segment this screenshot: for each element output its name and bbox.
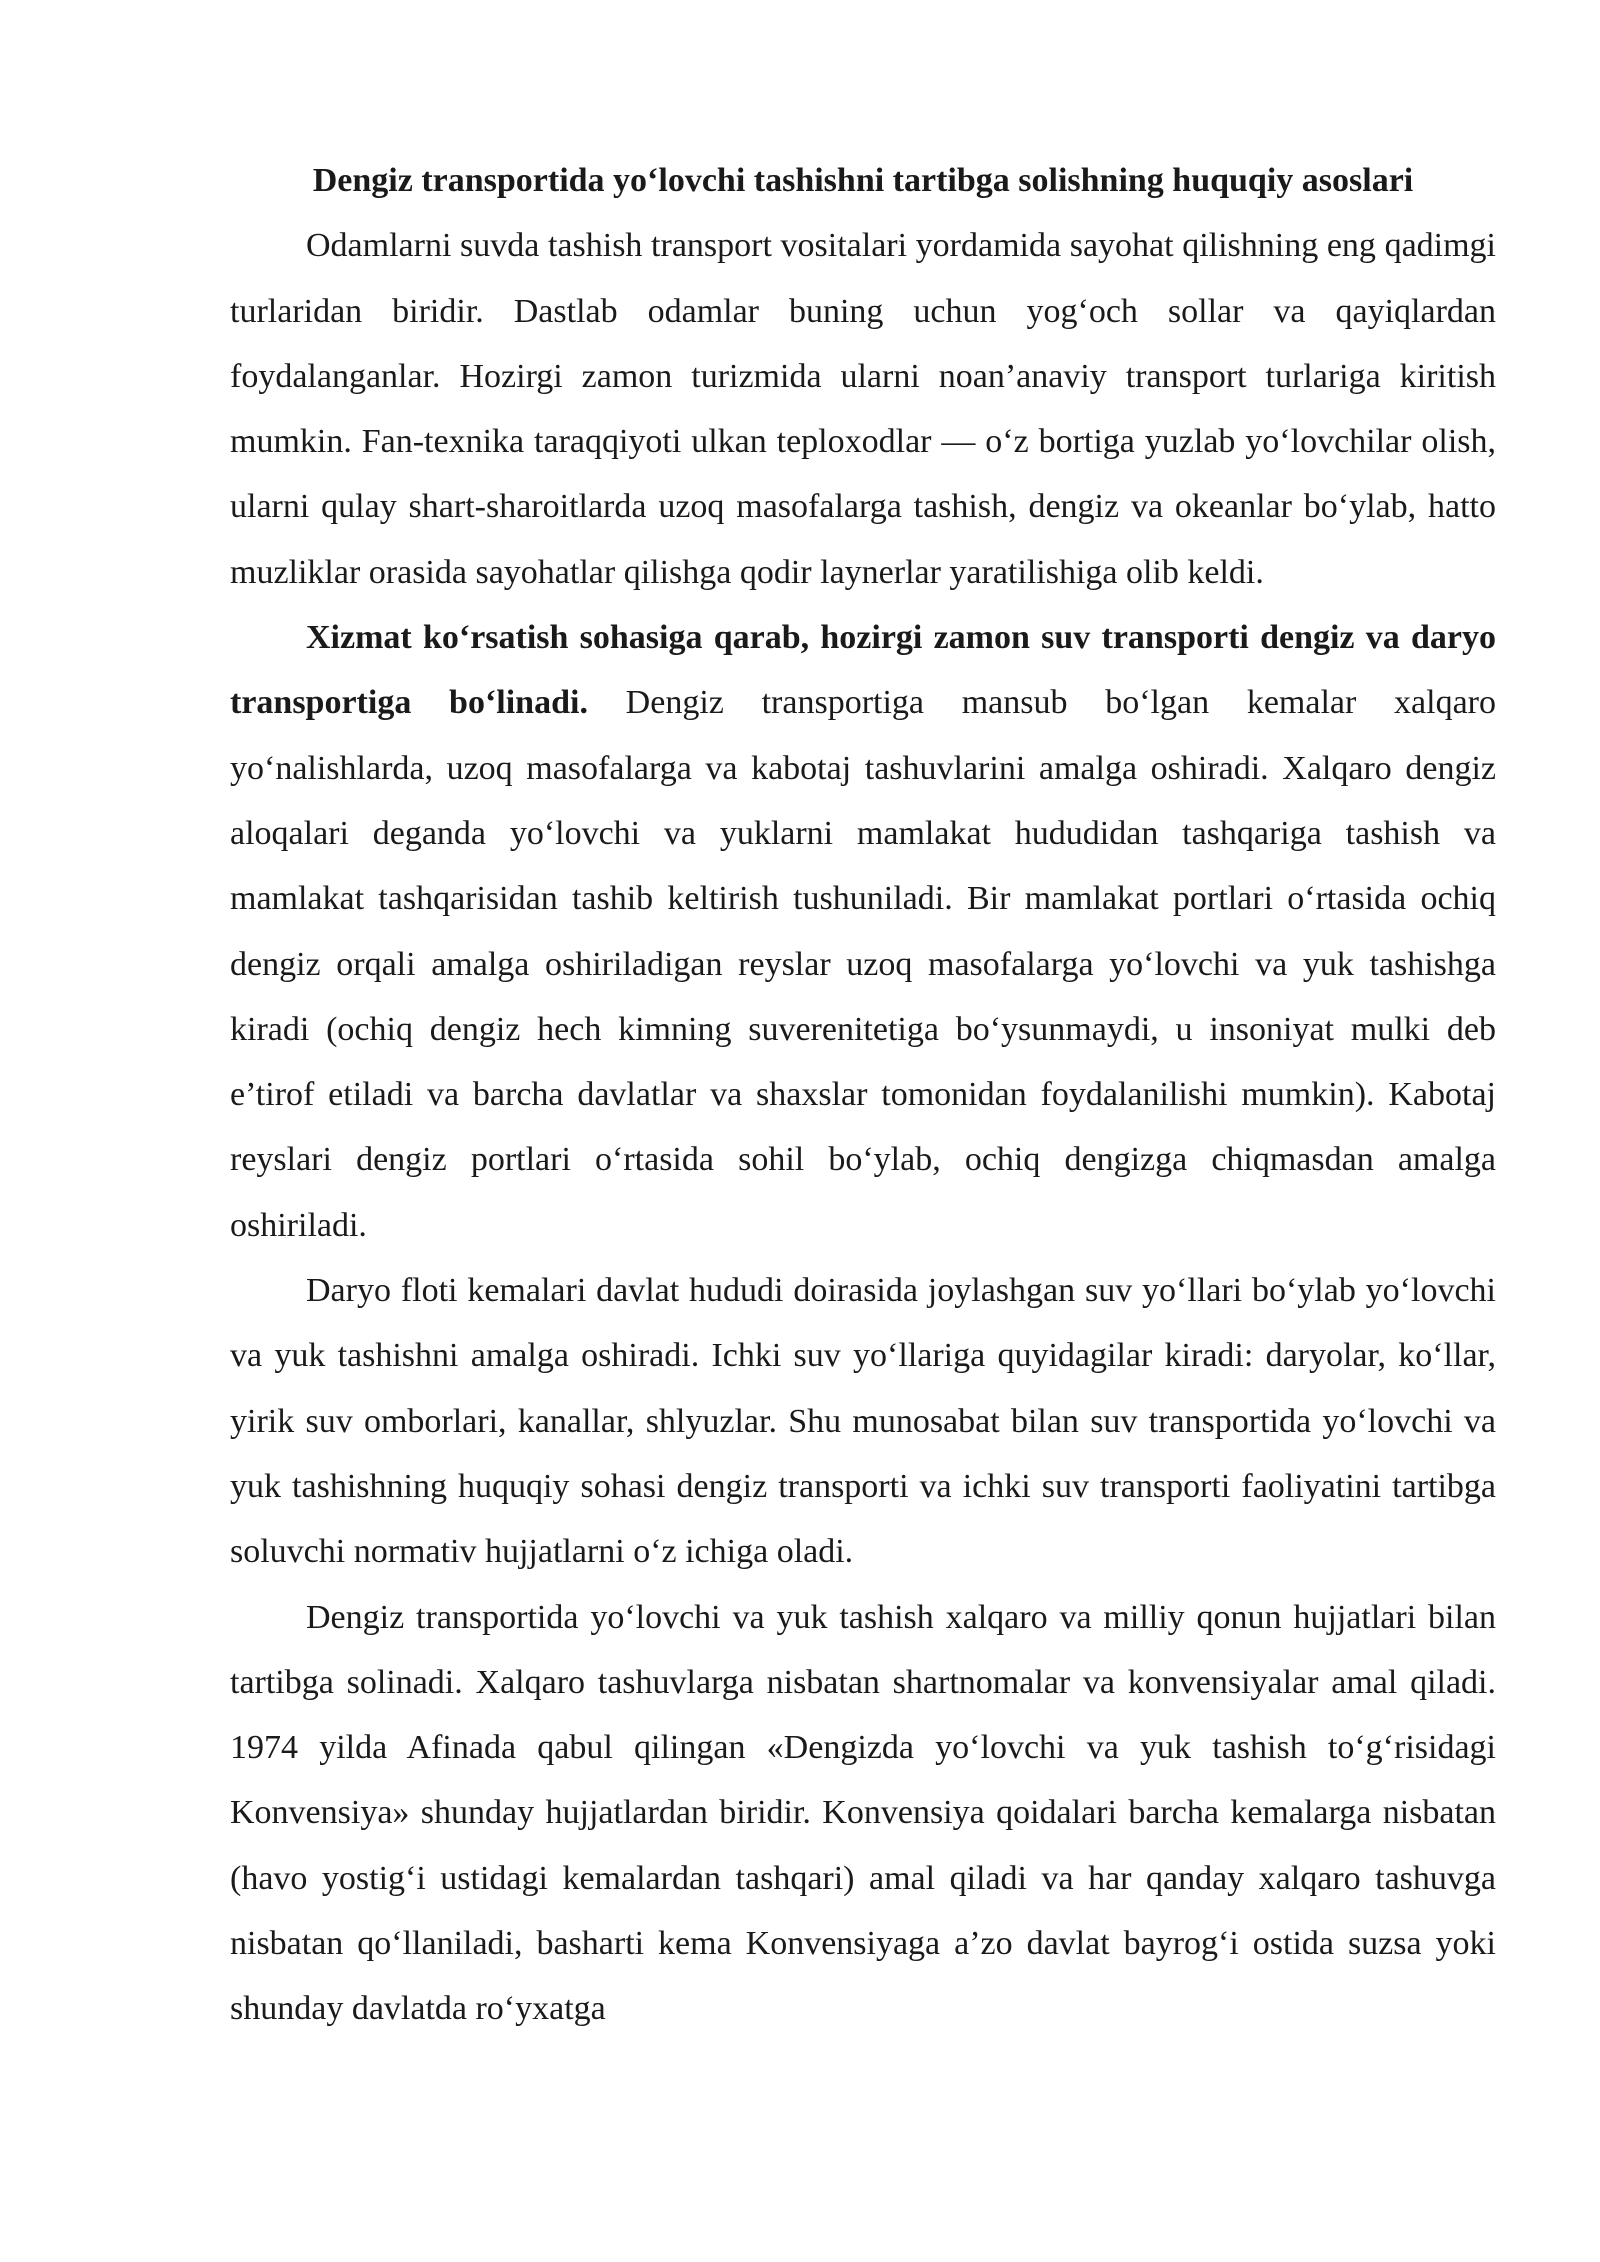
paragraph-2-text: Dengiz transportiga mansub bo‘lgan kemalar xalqaro yo‘nalishlarda, uzoq masofalarga va kabotaj tashuvlarini amalga oshiradi. Xalqaro dengiz aloqalari deganda yo‘lovchi va yuklarni mamlakat hududidan tashqariga tashish va mamlakat tashqarisidan tashib keltirish tushuniladi. Bir mamlakat portlari o‘rtasida ochiq dengiz orqali amalga oshiriladigan reyslar uzoq masofalarga yo‘lovchi va yuk tashishga kiradi (ochiq dengiz hech kimning suverenitetiga bo‘ysunmaydi, u insoniyat mulki deb e’tirof etiladi va barcha davlatlar va shaxslar tomonidan foydalanilishi mumkin). Kabotaj reyslari dengiz portlari o‘rtasida sohil bo‘ylab, ochiq dengizga chiqmasdan amalga oshiriladi.: [230, 684, 1496, 1244]
paragraph-1: [230, 213, 1496, 605]
document-title: Dengiz transportida yo‘lovchi tashishni tartibga solishning huquqiy asoslari: [312, 162, 1414, 199]
paragraph-4: [230, 1585, 1496, 2042]
document-page: [230, 148, 1496, 2042]
paragraph-4-text: Dengiz transportida yo‘lovchi va yuk tashish xalqaro va milliy qonun hujjatlari bilan tartibga solinadi. Xalqaro tashuvlarga nisbatan shartnomalar va konvensiyalar amal qiladi. 1974 yilda Afinada qabul qilingan «Dengizda yo‘lovchi va yuk tashish to‘g‘risidagi Konvensiya» shunday hujjatlardan biridir. Konvensiya qoidalari barcha kemalarga nisbatan (havo yostig‘i ustidagi kemalardan tashqari) amal qiladi va har qanday xalqaro tashuvga nisbatan qo‘llaniladi, basharti kema Konvensiyaga a’zo davlat bayrog‘i ostida suzsa yoki shunday davlatda ro‘yxatga: [230, 1598, 1496, 2028]
paragraph-3: [230, 1258, 1496, 1584]
paragraph-2-lead: Xizmat ko‘rsatish sohasiga qarab, hozirgi zamon suv transporti dengiz va daryo transportiga bo‘linadi.: [230, 619, 1496, 722]
paragraph-1-text: Odamlarni suvda tashish transport vositalari yordamida sayohat qilishning eng qadimgi turlaridan biridir. Dastlab odamlar buning uchun yog‘och sollar va qayiqlardan foydalanganlar. Hozirgi zamon turizmida ularni noan’anaviy transport turlariga kiritish mumkin. Fan-texnika taraqqiyoti ulkan teploxodlar — o‘z bortiga yuzlab yo‘lovchilar olish, ularni qulay shart-sharoitlarda uzoq masofalarga tashish, dengiz va okeanlar bo‘ylab, hatto muzliklar orasida sayohatlar qilishga qodir laynerlar yaratilishiga olib keldi.: [230, 227, 1496, 591]
paragraph-2: [230, 605, 1496, 1258]
paragraph-3-text: Daryo floti kemalari davlat hududi doirasida joylashgan suv yo‘llari bo‘ylab yo‘lovchi va yuk tashishni amalga oshiradi. Ichki suv yo‘llariga quyidagilar kiradi: daryolar, ko‘llar, yirik suv omborlari, kanallar, shlyuzlar. Shu munosabat bilan suv transportida yo‘lovchi va yuk tashishning huquqiy sohasi dengiz transporti va ichki suv transporti faoliyatini tartibga soluvchi normativ hujjatlarni o‘z ichiga oladi.: [230, 1272, 1496, 1571]
